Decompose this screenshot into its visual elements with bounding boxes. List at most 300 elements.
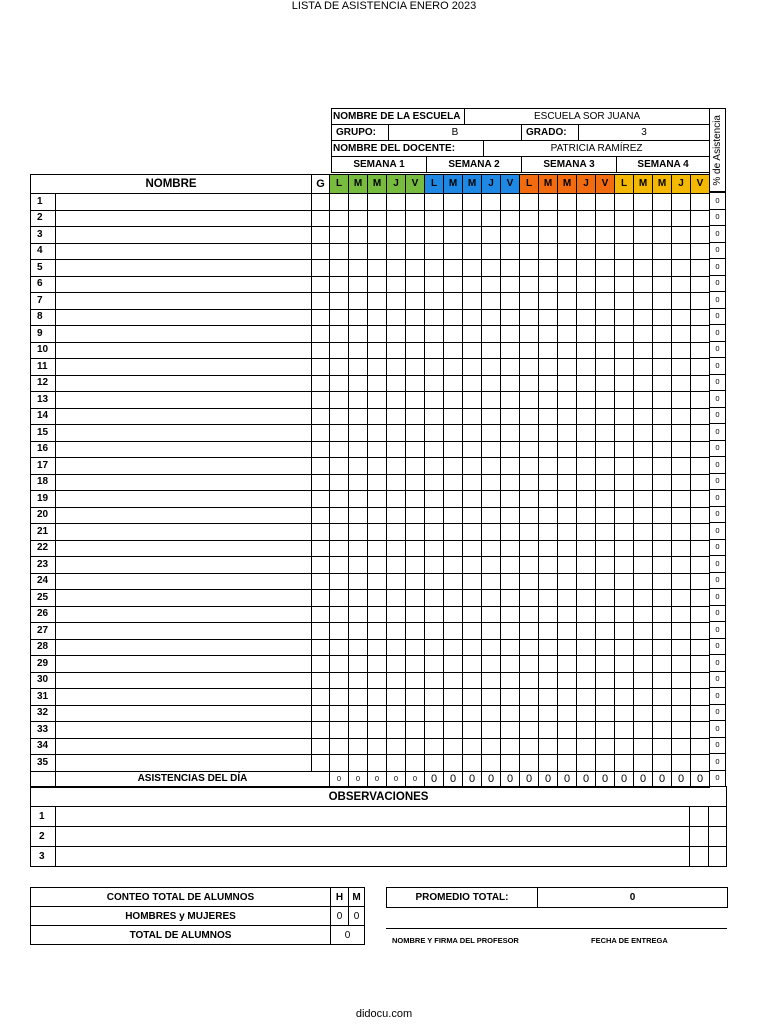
attendance-cell[interactable] xyxy=(691,705,710,722)
student-gender-cell[interactable] xyxy=(312,623,330,640)
attendance-cell[interactable] xyxy=(577,656,596,673)
attendance-cell[interactable] xyxy=(653,623,672,640)
attendance-cell[interactable] xyxy=(691,227,710,244)
attendance-cell[interactable] xyxy=(596,656,615,673)
attendance-cell[interactable] xyxy=(444,590,463,607)
attendance-cell[interactable] xyxy=(463,557,482,574)
attendance-cell[interactable] xyxy=(330,194,349,211)
attendance-cell[interactable] xyxy=(634,227,653,244)
attendance-cell[interactable] xyxy=(482,491,501,508)
observation-extra-cell[interactable] xyxy=(690,827,709,847)
attendance-cell[interactable] xyxy=(368,606,387,623)
attendance-cell[interactable] xyxy=(539,194,558,211)
attendance-cell[interactable] xyxy=(558,474,577,491)
attendance-cell[interactable] xyxy=(482,738,501,755)
attendance-cell[interactable] xyxy=(501,342,520,359)
student-name-cell[interactable] xyxy=(56,491,312,508)
attendance-cell[interactable] xyxy=(653,755,672,772)
attendance-cell[interactable] xyxy=(615,705,634,722)
attendance-cell[interactable] xyxy=(558,689,577,706)
student-name-cell[interactable] xyxy=(56,243,312,260)
attendance-cell[interactable] xyxy=(330,342,349,359)
attendance-cell[interactable] xyxy=(615,293,634,310)
attendance-cell[interactable] xyxy=(653,722,672,739)
attendance-cell[interactable] xyxy=(482,705,501,722)
attendance-cell[interactable] xyxy=(387,738,406,755)
attendance-cell[interactable] xyxy=(634,194,653,211)
attendance-cell[interactable] xyxy=(577,639,596,656)
attendance-cell[interactable] xyxy=(330,392,349,409)
attendance-cell[interactable] xyxy=(444,738,463,755)
attendance-cell[interactable] xyxy=(387,491,406,508)
attendance-cell[interactable] xyxy=(444,359,463,376)
attendance-cell[interactable] xyxy=(330,722,349,739)
attendance-cell[interactable] xyxy=(596,375,615,392)
attendance-cell[interactable] xyxy=(501,260,520,277)
attendance-cell[interactable] xyxy=(482,672,501,689)
student-gender-cell[interactable] xyxy=(312,227,330,244)
attendance-cell[interactable] xyxy=(577,392,596,409)
attendance-cell[interactable] xyxy=(444,623,463,640)
attendance-cell[interactable] xyxy=(577,194,596,211)
attendance-cell[interactable] xyxy=(596,540,615,557)
attendance-cell[interactable] xyxy=(558,441,577,458)
attendance-cell[interactable] xyxy=(672,210,691,227)
attendance-cell[interactable] xyxy=(444,260,463,277)
student-name-cell[interactable] xyxy=(56,359,312,376)
attendance-cell[interactable] xyxy=(691,738,710,755)
attendance-cell[interactable] xyxy=(406,623,425,640)
attendance-cell[interactable] xyxy=(387,425,406,442)
attendance-cell[interactable] xyxy=(387,210,406,227)
attendance-cell[interactable] xyxy=(463,524,482,541)
attendance-cell[interactable] xyxy=(444,705,463,722)
attendance-cell[interactable] xyxy=(482,441,501,458)
attendance-cell[interactable] xyxy=(406,458,425,475)
attendance-cell[interactable] xyxy=(520,738,539,755)
attendance-cell[interactable] xyxy=(444,540,463,557)
attendance-cell[interactable] xyxy=(653,491,672,508)
h-value[interactable]: 0 xyxy=(331,907,349,926)
attendance-cell[interactable] xyxy=(444,458,463,475)
teacher-value[interactable]: PATRICIA RAMÍREZ xyxy=(484,141,710,157)
attendance-cell[interactable] xyxy=(653,375,672,392)
attendance-cell[interactable] xyxy=(577,326,596,343)
attendance-cell[interactable] xyxy=(463,738,482,755)
attendance-cell[interactable] xyxy=(653,507,672,524)
attendance-cell[interactable] xyxy=(330,260,349,277)
attendance-cell[interactable] xyxy=(330,507,349,524)
attendance-cell[interactable] xyxy=(615,540,634,557)
attendance-cell[interactable] xyxy=(387,408,406,425)
attendance-cell[interactable] xyxy=(634,507,653,524)
attendance-cell[interactable] xyxy=(501,573,520,590)
attendance-cell[interactable] xyxy=(330,623,349,640)
attendance-cell[interactable] xyxy=(425,375,444,392)
attendance-cell[interactable] xyxy=(463,722,482,739)
attendance-cell[interactable] xyxy=(691,458,710,475)
attendance-cell[interactable] xyxy=(539,474,558,491)
attendance-cell[interactable] xyxy=(406,722,425,739)
attendance-cell[interactable] xyxy=(406,342,425,359)
attendance-cell[interactable] xyxy=(349,293,368,310)
student-name-cell[interactable] xyxy=(56,507,312,524)
attendance-cell[interactable] xyxy=(463,606,482,623)
attendance-cell[interactable] xyxy=(596,689,615,706)
attendance-cell[interactable] xyxy=(368,359,387,376)
attendance-cell[interactable] xyxy=(520,623,539,640)
attendance-cell[interactable] xyxy=(482,276,501,293)
attendance-cell[interactable] xyxy=(558,194,577,211)
attendance-cell[interactable] xyxy=(501,441,520,458)
attendance-cell[interactable] xyxy=(482,524,501,541)
attendance-cell[interactable] xyxy=(425,458,444,475)
attendance-cell[interactable] xyxy=(615,689,634,706)
attendance-cell[interactable] xyxy=(330,326,349,343)
attendance-cell[interactable] xyxy=(368,392,387,409)
attendance-cell[interactable] xyxy=(425,606,444,623)
student-name-cell[interactable] xyxy=(56,194,312,211)
attendance-cell[interactable] xyxy=(482,557,501,574)
attendance-cell[interactable] xyxy=(520,441,539,458)
attendance-cell[interactable] xyxy=(558,392,577,409)
attendance-cell[interactable] xyxy=(406,276,425,293)
student-name-cell[interactable] xyxy=(56,557,312,574)
attendance-cell[interactable] xyxy=(444,309,463,326)
attendance-cell[interactable] xyxy=(406,606,425,623)
attendance-cell[interactable] xyxy=(634,326,653,343)
attendance-cell[interactable] xyxy=(691,309,710,326)
attendance-cell[interactable] xyxy=(691,540,710,557)
attendance-cell[interactable] xyxy=(444,656,463,673)
student-name-cell[interactable] xyxy=(56,227,312,244)
attendance-cell[interactable] xyxy=(691,491,710,508)
attendance-cell[interactable] xyxy=(539,524,558,541)
attendance-cell[interactable] xyxy=(330,639,349,656)
attendance-cell[interactable] xyxy=(615,573,634,590)
attendance-cell[interactable] xyxy=(672,573,691,590)
attendance-cell[interactable] xyxy=(691,375,710,392)
attendance-cell[interactable] xyxy=(577,408,596,425)
attendance-cell[interactable] xyxy=(482,392,501,409)
attendance-cell[interactable] xyxy=(425,557,444,574)
attendance-cell[interactable] xyxy=(330,227,349,244)
attendance-cell[interactable] xyxy=(387,243,406,260)
attendance-cell[interactable] xyxy=(634,639,653,656)
attendance-cell[interactable] xyxy=(596,276,615,293)
attendance-cell[interactable] xyxy=(672,590,691,607)
attendance-cell[interactable] xyxy=(425,590,444,607)
student-gender-cell[interactable] xyxy=(312,689,330,706)
attendance-cell[interactable] xyxy=(539,227,558,244)
attendance-cell[interactable] xyxy=(482,375,501,392)
attendance-cell[interactable] xyxy=(520,656,539,673)
attendance-cell[interactable] xyxy=(615,656,634,673)
attendance-cell[interactable] xyxy=(653,342,672,359)
student-gender-cell[interactable] xyxy=(312,243,330,260)
attendance-cell[interactable] xyxy=(406,705,425,722)
attendance-cell[interactable] xyxy=(634,260,653,277)
attendance-cell[interactable] xyxy=(425,194,444,211)
attendance-cell[interactable] xyxy=(596,227,615,244)
attendance-cell[interactable] xyxy=(387,573,406,590)
attendance-cell[interactable] xyxy=(577,441,596,458)
attendance-cell[interactable] xyxy=(482,689,501,706)
attendance-cell[interactable] xyxy=(444,491,463,508)
attendance-cell[interactable] xyxy=(539,309,558,326)
attendance-cell[interactable] xyxy=(539,210,558,227)
attendance-cell[interactable] xyxy=(463,458,482,475)
attendance-cell[interactable] xyxy=(387,441,406,458)
attendance-cell[interactable] xyxy=(387,639,406,656)
attendance-cell[interactable] xyxy=(501,458,520,475)
attendance-cell[interactable] xyxy=(577,524,596,541)
attendance-cell[interactable] xyxy=(672,359,691,376)
student-name-cell[interactable] xyxy=(56,276,312,293)
attendance-cell[interactable] xyxy=(596,590,615,607)
attendance-cell[interactable] xyxy=(463,408,482,425)
attendance-cell[interactable] xyxy=(539,375,558,392)
attendance-cell[interactable] xyxy=(425,227,444,244)
attendance-cell[interactable] xyxy=(330,755,349,772)
attendance-cell[interactable] xyxy=(691,755,710,772)
attendance-cell[interactable] xyxy=(539,276,558,293)
attendance-cell[interactable] xyxy=(349,227,368,244)
attendance-cell[interactable] xyxy=(368,260,387,277)
attendance-cell[interactable] xyxy=(349,507,368,524)
attendance-cell[interactable] xyxy=(653,606,672,623)
student-name-cell[interactable] xyxy=(56,639,312,656)
attendance-cell[interactable] xyxy=(463,540,482,557)
attendance-cell[interactable] xyxy=(520,227,539,244)
attendance-cell[interactable] xyxy=(349,705,368,722)
attendance-cell[interactable] xyxy=(672,441,691,458)
student-name-cell[interactable] xyxy=(56,573,312,590)
attendance-cell[interactable] xyxy=(349,738,368,755)
attendance-cell[interactable] xyxy=(653,656,672,673)
attendance-cell[interactable] xyxy=(482,425,501,442)
student-name-cell[interactable] xyxy=(56,524,312,541)
attendance-cell[interactable] xyxy=(463,293,482,310)
attendance-cell[interactable] xyxy=(349,260,368,277)
attendance-cell[interactable] xyxy=(406,507,425,524)
attendance-cell[interactable] xyxy=(425,491,444,508)
attendance-cell[interactable] xyxy=(596,474,615,491)
attendance-cell[interactable] xyxy=(539,705,558,722)
attendance-cell[interactable] xyxy=(425,309,444,326)
student-gender-cell[interactable] xyxy=(312,375,330,392)
attendance-cell[interactable] xyxy=(634,540,653,557)
attendance-cell[interactable] xyxy=(672,243,691,260)
attendance-cell[interactable] xyxy=(406,755,425,772)
attendance-cell[interactable] xyxy=(368,524,387,541)
attendance-cell[interactable] xyxy=(577,375,596,392)
attendance-cell[interactable] xyxy=(539,639,558,656)
attendance-cell[interactable] xyxy=(387,326,406,343)
attendance-cell[interactable] xyxy=(672,342,691,359)
attendance-cell[interactable] xyxy=(406,408,425,425)
attendance-cell[interactable] xyxy=(406,309,425,326)
student-gender-cell[interactable] xyxy=(312,194,330,211)
attendance-cell[interactable] xyxy=(520,755,539,772)
attendance-cell[interactable] xyxy=(691,408,710,425)
attendance-cell[interactable] xyxy=(558,606,577,623)
attendance-cell[interactable] xyxy=(406,194,425,211)
attendance-cell[interactable] xyxy=(349,639,368,656)
attendance-cell[interactable] xyxy=(672,458,691,475)
attendance-cell[interactable] xyxy=(349,590,368,607)
attendance-cell[interactable] xyxy=(349,309,368,326)
attendance-cell[interactable] xyxy=(653,573,672,590)
attendance-cell[interactable] xyxy=(577,458,596,475)
attendance-cell[interactable] xyxy=(615,738,634,755)
student-gender-cell[interactable] xyxy=(312,408,330,425)
attendance-cell[interactable] xyxy=(406,540,425,557)
attendance-cell[interactable] xyxy=(672,606,691,623)
attendance-cell[interactable] xyxy=(387,557,406,574)
student-gender-cell[interactable] xyxy=(312,722,330,739)
attendance-cell[interactable] xyxy=(368,408,387,425)
attendance-cell[interactable] xyxy=(520,309,539,326)
attendance-cell[interactable] xyxy=(444,689,463,706)
attendance-cell[interactable] xyxy=(672,474,691,491)
attendance-cell[interactable] xyxy=(444,375,463,392)
attendance-cell[interactable] xyxy=(387,722,406,739)
attendance-cell[interactable] xyxy=(691,557,710,574)
attendance-cell[interactable] xyxy=(349,243,368,260)
attendance-cell[interactable] xyxy=(615,243,634,260)
attendance-cell[interactable] xyxy=(463,441,482,458)
student-gender-cell[interactable] xyxy=(312,210,330,227)
attendance-cell[interactable] xyxy=(501,755,520,772)
attendance-cell[interactable] xyxy=(425,639,444,656)
attendance-cell[interactable] xyxy=(425,276,444,293)
attendance-cell[interactable] xyxy=(577,507,596,524)
attendance-cell[interactable] xyxy=(615,210,634,227)
attendance-cell[interactable] xyxy=(463,425,482,442)
attendance-cell[interactable] xyxy=(520,573,539,590)
attendance-cell[interactable] xyxy=(672,738,691,755)
attendance-cell[interactable] xyxy=(463,656,482,673)
attendance-cell[interactable] xyxy=(349,194,368,211)
attendance-cell[interactable] xyxy=(463,309,482,326)
attendance-cell[interactable] xyxy=(634,392,653,409)
attendance-cell[interactable] xyxy=(349,722,368,739)
attendance-cell[interactable] xyxy=(577,474,596,491)
attendance-cell[interactable] xyxy=(463,573,482,590)
attendance-cell[interactable] xyxy=(425,755,444,772)
attendance-cell[interactable] xyxy=(425,656,444,673)
student-gender-cell[interactable] xyxy=(312,474,330,491)
attendance-cell[interactable] xyxy=(615,408,634,425)
attendance-cell[interactable] xyxy=(615,359,634,376)
attendance-cell[interactable] xyxy=(444,606,463,623)
attendance-cell[interactable] xyxy=(330,375,349,392)
attendance-cell[interactable] xyxy=(425,293,444,310)
attendance-cell[interactable] xyxy=(520,672,539,689)
attendance-cell[interactable] xyxy=(444,276,463,293)
attendance-cell[interactable] xyxy=(672,623,691,640)
attendance-cell[interactable] xyxy=(501,309,520,326)
attendance-cell[interactable] xyxy=(577,623,596,640)
attendance-cell[interactable] xyxy=(482,573,501,590)
attendance-cell[interactable] xyxy=(672,540,691,557)
attendance-cell[interactable] xyxy=(558,359,577,376)
attendance-cell[interactable] xyxy=(634,491,653,508)
student-name-cell[interactable] xyxy=(56,540,312,557)
attendance-cell[interactable] xyxy=(520,557,539,574)
attendance-cell[interactable] xyxy=(539,606,558,623)
attendance-cell[interactable] xyxy=(596,524,615,541)
attendance-cell[interactable] xyxy=(558,260,577,277)
attendance-cell[interactable] xyxy=(482,326,501,343)
student-name-cell[interactable] xyxy=(56,474,312,491)
attendance-cell[interactable] xyxy=(482,243,501,260)
attendance-cell[interactable] xyxy=(501,590,520,607)
attendance-cell[interactable] xyxy=(558,309,577,326)
attendance-cell[interactable] xyxy=(425,507,444,524)
attendance-cell[interactable] xyxy=(444,755,463,772)
student-name-cell[interactable] xyxy=(56,342,312,359)
attendance-cell[interactable] xyxy=(539,458,558,475)
attendance-cell[interactable] xyxy=(539,326,558,343)
attendance-cell[interactable] xyxy=(406,210,425,227)
attendance-cell[interactable] xyxy=(406,656,425,673)
attendance-cell[interactable] xyxy=(482,210,501,227)
attendance-cell[interactable] xyxy=(520,342,539,359)
attendance-cell[interactable] xyxy=(444,408,463,425)
attendance-cell[interactable] xyxy=(368,491,387,508)
attendance-cell[interactable] xyxy=(672,260,691,277)
attendance-cell[interactable] xyxy=(349,392,368,409)
attendance-cell[interactable] xyxy=(596,260,615,277)
attendance-cell[interactable] xyxy=(653,672,672,689)
attendance-cell[interactable] xyxy=(634,524,653,541)
attendance-cell[interactable] xyxy=(653,738,672,755)
attendance-cell[interactable] xyxy=(482,293,501,310)
attendance-cell[interactable] xyxy=(368,738,387,755)
attendance-cell[interactable] xyxy=(368,705,387,722)
attendance-cell[interactable] xyxy=(558,705,577,722)
attendance-cell[interactable] xyxy=(501,507,520,524)
attendance-cell[interactable] xyxy=(653,705,672,722)
attendance-cell[interactable] xyxy=(387,293,406,310)
attendance-cell[interactable] xyxy=(330,458,349,475)
attendance-cell[interactable] xyxy=(520,243,539,260)
attendance-cell[interactable] xyxy=(330,293,349,310)
attendance-cell[interactable] xyxy=(368,540,387,557)
attendance-cell[interactable] xyxy=(615,755,634,772)
attendance-cell[interactable] xyxy=(539,722,558,739)
attendance-cell[interactable] xyxy=(653,293,672,310)
student-gender-cell[interactable] xyxy=(312,309,330,326)
attendance-cell[interactable] xyxy=(501,491,520,508)
attendance-cell[interactable] xyxy=(482,656,501,673)
attendance-cell[interactable] xyxy=(406,524,425,541)
attendance-cell[interactable] xyxy=(501,474,520,491)
attendance-cell[interactable] xyxy=(520,458,539,475)
attendance-cell[interactable] xyxy=(463,260,482,277)
attendance-cell[interactable] xyxy=(444,392,463,409)
attendance-cell[interactable] xyxy=(444,326,463,343)
attendance-cell[interactable] xyxy=(406,590,425,607)
attendance-cell[interactable] xyxy=(368,210,387,227)
student-name-cell[interactable] xyxy=(56,293,312,310)
attendance-cell[interactable] xyxy=(463,491,482,508)
observation-text-cell[interactable] xyxy=(56,807,690,827)
attendance-cell[interactable] xyxy=(539,590,558,607)
attendance-cell[interactable] xyxy=(596,623,615,640)
